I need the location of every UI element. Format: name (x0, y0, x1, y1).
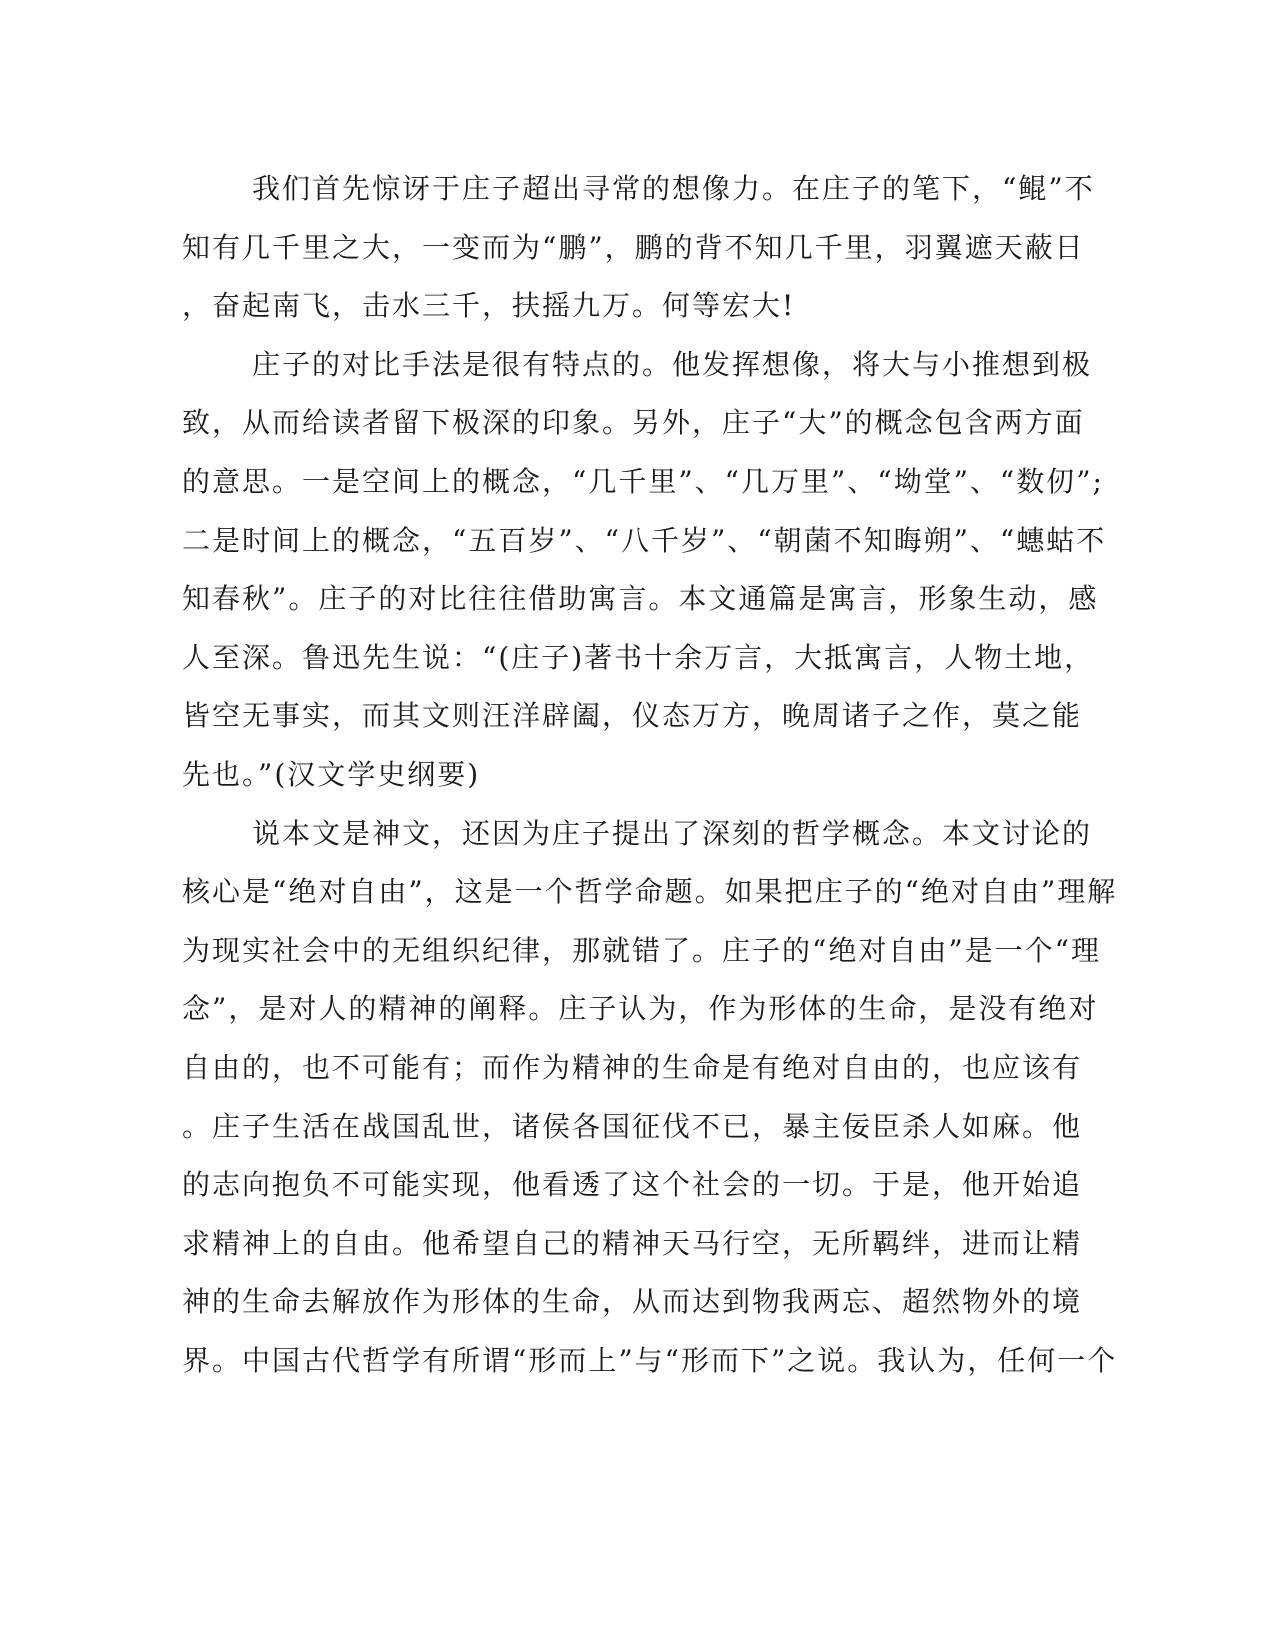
paragraph-3-line-4: 念”，是对人的精神的阐释。庄子认为，作为形体的生命，是没有绝对 (182, 992, 1099, 1026)
paragraph-1-line-1: 我们首先惊讶于庄子超出寻常的想像力。在庄子的笔下，“鲲”不 (252, 172, 1095, 205)
paragraph-2-line-3: 的意思。一是空间上的概念，“几千里”、“几万里”、“坳堂”、“数仞”; (182, 464, 1104, 498)
paragraph-3-line-6: 。庄子生活在战国乱世，诸侯各国征伐不已，暴主佞臣杀人如麻。他 (182, 1109, 1083, 1143)
paragraph-2-line-8: 先也。”(汉文学史纲要) (182, 757, 481, 791)
paragraph-3-line-5: 自由的，也不可能有；而作为精神的生命是有绝对自由的，也应该有 (182, 1050, 1083, 1084)
paragraph-2-line-5: 知春秋”。庄子的对比往往借助寓言。本文通篇是寓言，形象生动，感 (182, 582, 1099, 616)
paragraph-2-line-6: 人至深。鲁迅先生说：“(庄子)著书十余万言，大抵寓言，人物土地， (182, 640, 1095, 674)
paragraph-3-line-9: 神的生命去解放作为形体的生命，从而达到物我两忘、超然物外的境 (182, 1285, 1083, 1319)
paragraph-3-line-10: 界。中国古代哲学有所谓“形而上”与“形而下”之说。我认为，任何一个 (182, 1343, 1118, 1377)
paragraph-2-line-4: 二是时间上的概念，“五百岁”、“八千岁”、“朝菌不知晦朔”、“蟪蛄不 (182, 523, 1107, 557)
paragraph-2-line-7: 皆空无事实，而其文则汪洋辟阖，仪态万方，晚周诸子之作，莫之能 (182, 699, 1083, 733)
paragraph-2-line-2: 致，从而给读者留下极深的印象。另外，庄子“大”的概念包含两方面 (182, 406, 1085, 440)
paragraph-3-line-3: 为现实社会中的无组织纪律，那就错了。庄子的“绝对自由”是一个“理 (182, 933, 1101, 967)
paragraph-1-line-3: ，奋起南飞，击水三千，扶摇九万。何等宏大! (182, 289, 796, 323)
paragraph-1-line-2: 知有几千里之大，一变而为“鹏”，鹏的背不知几千里，羽翼遮天蔽日 (182, 230, 1085, 264)
paragraph-3-line-2: 核心是“绝对自由”，这是一个哲学命题。如果把庄子的“绝对自由”理解 (182, 875, 1118, 909)
paragraph-2-line-1: 庄子的对比手法是很有特点的。他发挥想像，将大与小推想到极 (252, 347, 1093, 381)
paragraph-3-line-1: 说本文是神文，还因为庄子提出了深刻的哲学概念。本文讨论的 (252, 816, 1093, 850)
paragraph-3-line-7: 的志向抱负不可能实现，他看透了这个社会的一切。于是，他开始追 (182, 1168, 1083, 1202)
paragraph-3-line-8: 求精神上的自由。他希望自己的精神天马行空，无所羁绊，进而让精 (182, 1226, 1083, 1260)
body-text (182, 160, 1118, 1390)
